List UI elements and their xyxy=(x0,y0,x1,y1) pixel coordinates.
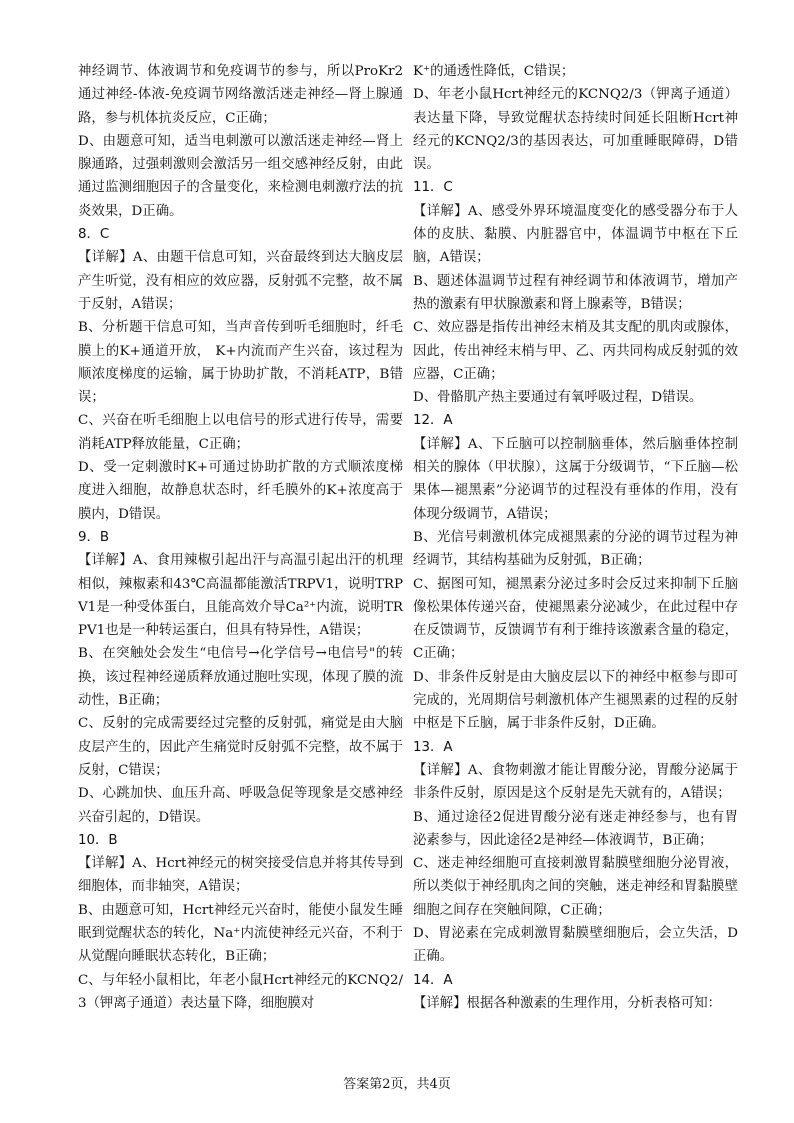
explanation-paragraph: B、分析题干信息可知，当声音传到听毛细胞时，纤毛膜上的K+通道开放， K+内流而产生兴奋，该过程为顺浓度梯度的运输，属于协助扩散，不消耗ATP，B错误； xyxy=(78,320,403,406)
explanation-paragraph: C、效应器是指传出神经末梢及其支配的肌肉或腺体，因此，传出神经末梢与甲、乙、丙共同构成反射弧的效应器，C正确； xyxy=(413,320,738,382)
explanation-paragraph: D、非条件反射是由大脑皮层以下的神经中枢参与即可完成的，光周期信号刺激机体产生褪黑素的过程的反射中枢是下丘脑，属于非条件反射，D正确。 xyxy=(413,669,738,732)
explanation-paragraph: C、兴奋在听毛细胞上以电信号的形式进行传导，需要消耗ATP释放能量，C正确； xyxy=(78,413,403,452)
explanation-paragraph: C、据图可知，褪黑素分泌过多时会反过来抑制下丘脑像松果体传递兴奋，使褪黑素分泌减少，在此过程中存在反馈调节，反馈调节有利于维持该激素含量的稳定，C正确； xyxy=(413,576,738,662)
answer-number: 8．C xyxy=(78,227,110,243)
answer-number: 10．B xyxy=(78,832,118,848)
left-column xyxy=(78,60,403,1015)
explanation-paragraph: C、迷走神经细胞可直接刺激胃黏膜壁细胞分泌胃液，所以类似于神经肌肉之间的突触，迷走神经和胃黏膜壁细胞之间存在突触间隙，C正确； xyxy=(413,856,738,918)
explanation-paragraph: D、由题意可知，适当电刺激可以激活迷走神经—肾上腺通路，过强刺激则会激活另一组交感神经反射，由此通过监测细胞因子的含量变化，来检测电刺激疗法的抗炎效果，D正确。 xyxy=(78,133,403,219)
explanation-paragraph: B、通过途径2促进胃酸分泌有迷走神经参与，也有胃泌素参与，因此途径2是神经—体液调节，B正确； xyxy=(413,809,738,848)
explanation-paragraph: D、骨骼肌产热主要通过有氧呼吸过程，D错误。 xyxy=(413,390,703,406)
explanation-paragraph: 【详解】A、食物刺激才能让胃酸分泌，胃酸分泌属于非条件反射，原因是这个反射是先天就有的，A错误； xyxy=(413,762,738,802)
explanation-paragraph: C、反射的完成需要经过完整的反射弧，痛觉是由大脑皮层产生的，因此产生痛觉时反射弧不完整，故不属于反射，C错误； xyxy=(78,716,403,778)
explanation-paragraph: K⁺的通透性降低，C错误； xyxy=(413,64,575,79)
explanation-paragraph: B、在突触处会发生“电信号→化学信号→电信号"的转换，该过程神经递质释放通过胞吐实现，体现了膜的流动性，B正确； xyxy=(78,646,403,709)
explanation-paragraph: 神经调节、体液调节和免疫调节的参与，所以ProKr2通过神经-体液-免疫调节网络激活迷走神经—肾上腺通路，参与机体抗炎反应，C正确； xyxy=(78,64,403,126)
explanation-paragraph: 【详解】A、由题干信息可知，兴奋最终到达大脑皮层产生听觉，没有相应的效应器，反射弧不完整，故不属于反射，A错误； xyxy=(78,250,403,312)
answer-number: 14．A xyxy=(413,972,453,988)
answer-number: 12．A xyxy=(413,413,453,429)
explanation-paragraph: 【详解】A、下丘脑可以控制脑垂体，然后脑垂体控制相关的腺体（甲状腺），这属于分级调节，“下丘脑—松果体—褪黑素”分泌调节的过程没有垂体的作用，没有体现分级调节，A错误； xyxy=(413,436,738,522)
explanation-paragraph: C、与年轻小鼠相比，年老小鼠Hcrt神经元的KCNQ2/3（钾离子通道）表达量下降，细胞膜对 xyxy=(78,972,403,1011)
explanation-paragraph: D、受一定刺激时K+可通过协助扩散的方式顺浓度梯度进入细胞，故静息状态时，纤毛膜外的K+浓度高于膜内，D错误。 xyxy=(78,460,403,522)
explanation-paragraph: 【详解】根据各种激素的生理作用，分析表格可知： xyxy=(413,995,721,1011)
explanation-paragraph: D、胃泌素在完成刺激胃黏膜壁细胞后，会立失活，D正确。 xyxy=(413,925,738,965)
explanation-paragraph: D、心跳加快、血压升高、呼吸急促等现象是交感神经兴奋引起的，D错误。 xyxy=(78,786,403,825)
explanation-paragraph: B、题述体温调节过程有神经调节和体液调节，增加产热的激素有甲状腺激素和肾上腺素等，B错误； xyxy=(413,273,738,312)
explanation-paragraph: B、由题意可知，Hcrt神经元兴奋时，能使小鼠发生睡眠到觉醒状态的转化，Na⁺内流使神经元兴奋，不利于从觉醒向睡眠状态转化，B正确； xyxy=(78,902,403,965)
explanation-paragraph: 【详解】A、Hcrt神经元的树突接受信息并将其传导到细胞体，而非轴突，A错误； xyxy=(78,856,403,895)
explanation-paragraph: 【详解】A、食用辣椒引起出汗与高温引起出汗的机理相似，辣椒素和43℃高温都能激活TRPV1，说明TRPV1是一种受体蛋白，且能高效介导Ca²⁺内流，说明TRPV1也是一种转运蛋白，但具有特异性，A错误； xyxy=(78,553,403,639)
page-footer: 答案第2页，共4页 xyxy=(343,1077,451,1092)
answer-number: 11．C xyxy=(413,180,453,196)
explanation-paragraph: B、光信号刺激机体完成褪黑素的分泌的调节过程为神经调节，其结构基础为反射弧，B正确； xyxy=(413,529,738,569)
answer-number: 9．B xyxy=(78,529,110,545)
explanation-paragraph: D、年老小鼠Hcrt神经元的KCNQ2/3（钾离子通道）表达量下降，导致觉醒状态持续时间延长阻断Hcrt神经元的KCNQ2/3的基因表达，可加重睡眠障碍，D错误。 xyxy=(413,87,738,173)
explanation-paragraph: 【详解】A、感受外界环境温度变化的感受器分布于人体的皮肤、黏膜、内脏器官中，体温调节中枢在下丘脑，A错误； xyxy=(413,203,738,266)
answer-number: 13．A xyxy=(413,739,453,755)
right-column xyxy=(413,60,738,1015)
